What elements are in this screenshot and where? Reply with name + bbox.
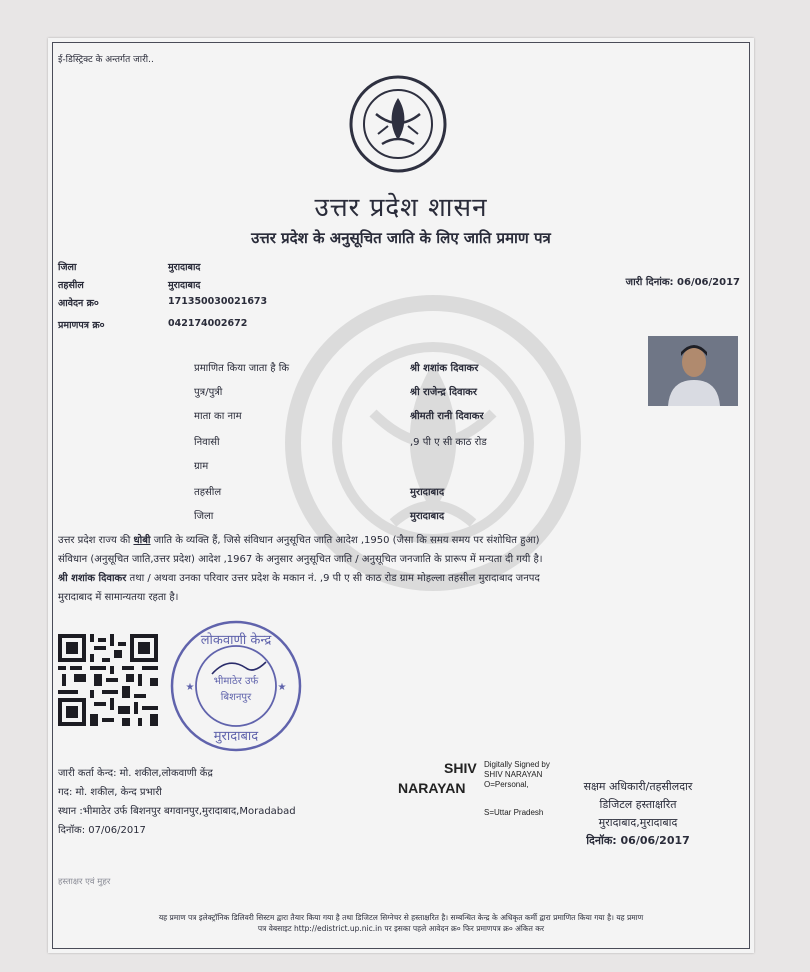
officer-place: मुरादाबाद,मुरादाबाद xyxy=(598,816,678,829)
signature-state: S=Uttar Pradesh xyxy=(484,808,544,817)
svg-text:बिशनपुर: बिशनपुर xyxy=(220,692,252,703)
certificate-number-value: 042174002672 xyxy=(168,318,248,329)
village-label: ग्राम xyxy=(194,461,209,472)
signature-name-line-2: NARAYAN xyxy=(398,780,466,796)
svg-text:भीमाठेर उर्फ: भीमाठेर उर्फ xyxy=(213,676,259,687)
svg-text:★: ★ xyxy=(277,682,287,693)
applicant-photo xyxy=(648,336,738,406)
detail-tehsil-value: मुरादाबाद xyxy=(410,487,445,498)
body-line-3: श्री शशांक दिवाकर तथा / अथवा उनका परिवार उत्तर प्रदेश के मकान नं. ,9 पी ए सी काठ रोड ग्राम मोहल्ला तहसील मुरादाबाद जनपद xyxy=(58,573,540,584)
top-note: ई-डिस्ट्रिक्ट के अन्तर्गत जारी.. xyxy=(58,55,154,65)
resident-value: ,9 पी ए सी काठ रोड xyxy=(410,437,487,448)
footer-note: यह प्रमाण पत्र इलेक्ट्रॉनिक डिलिवरी सिस्टम द्वारा तैयार किया गया है तथा डिजिटल सिग्नेचर से हस्ताक्षरित है। सम्बन्धित केन्द्र के अधिकृत कर्मी द्वारा प्रमाणित किया गया है। यह प्रमाण पत्र वेबसाइट http://edistrict.up.nic.in पर इसका पहले आवेदन क्र० फिर प्रमाणपत्र क्र० अंकित कर xyxy=(158,913,644,933)
applicant-name: श्री शशांक दिवाकर xyxy=(410,363,479,374)
caste-name: धोबी xyxy=(133,535,151,546)
lokvani-kendra-stamp xyxy=(168,618,304,754)
document-subtitle: उत्तर प्रदेश के अनुसूचित जाति के लिए जाति प्रमाण पत्र xyxy=(251,229,551,247)
application-number-value: 171350030021673 xyxy=(168,296,268,307)
certificate-number-label: प्रमाणपत्र क्र० xyxy=(58,320,105,331)
body-applicant-name: श्री शशांक दिवाकर xyxy=(58,573,127,584)
signature-meta: Digitally Signed by SHIV NARAYAN O=Personal, xyxy=(484,760,550,789)
body-line-2: संविधान (अनुसूचित जाति,उत्तर प्रदेश) आदेश ,1967 के अनुसार अनुसूचित जाति / अनुसूचित जनजाति के प्रारूप में मन्यता दी गयी है। xyxy=(58,554,543,565)
issuer-place: स्थान :भीमाठेर उर्फ बिशनपुर बगवानपुर,मुरादाबाद,Moradabad xyxy=(58,806,296,817)
officer-block xyxy=(568,778,708,850)
document-title: उत्तर प्रदेश शासन xyxy=(314,193,488,223)
detail-tehsil-label: तहसील xyxy=(194,487,222,498)
parent-label: पुत्र/पुत्री xyxy=(194,387,223,398)
tehsil-label: तहसील xyxy=(58,280,84,291)
officer-date: दिनॉक: 06/06/2017 xyxy=(586,834,690,847)
issuer-operator: गद: मो. शकील, केन्द प्रभारी xyxy=(58,787,162,798)
mother-name: श्रीमती रानी दिवाकर xyxy=(410,411,484,422)
officer-signed: डिजिटल हस्ताक्षरित xyxy=(599,798,677,811)
svg-text:★: ★ xyxy=(185,682,195,693)
up-emblem-logo xyxy=(348,74,448,174)
issue-date-label: जारी दिनांक: xyxy=(625,277,674,288)
seal-note: हस्ताक्षर एवं मुहर xyxy=(58,877,111,887)
signature-name-line-1: SHIV xyxy=(444,760,477,776)
district-label: जिला xyxy=(58,262,77,273)
father-name: श्री राजेन्द्र दिवाकर xyxy=(410,387,477,398)
detail-district-value: मुरादाबाद xyxy=(410,511,445,522)
body-line-4: मुरादाबाद में सामान्यतया रहता है। xyxy=(58,592,179,603)
detail-district-label: जिला xyxy=(194,511,214,522)
issuer-center: जारी कर्ता केन्द: मो. शकील,लोकवाणी केंद्र xyxy=(58,768,213,779)
certificate-body xyxy=(58,531,748,607)
mother-label: माता का नाम xyxy=(194,411,242,422)
issue-date xyxy=(626,274,740,288)
tehsil-value: मुरादाबाद xyxy=(168,280,201,291)
qr-code xyxy=(58,634,158,726)
certified-label: प्रमाणित किया जाता है कि xyxy=(194,363,290,374)
svg-text:लोकवाणी केन्द्र: लोकवाणी केन्द्र xyxy=(200,633,272,648)
application-number-label: आवेदन क्र० xyxy=(58,298,99,309)
officer-title: सक्षम अधिकारी/तहसीलदार xyxy=(583,780,693,793)
issue-date-value: 06/06/2017 xyxy=(677,277,740,288)
resident-label: निवासी xyxy=(194,437,220,448)
body-line-1: उत्तर प्रदेश राज्य की धोबी जाति के व्यक्ति हैं, जिसे संविधान अनुसूचित जाति आदेश ,1950 (जैसा कि समय समय पर संशोधित हुआ) xyxy=(58,535,540,546)
issuer-date: दिनॉक: 07/06/2017 xyxy=(58,825,146,836)
svg-text:मुरादाबाद: मुरादाबाद xyxy=(213,729,259,744)
district-value: मुरादाबाद xyxy=(168,262,201,273)
certificate-paper xyxy=(48,38,754,953)
